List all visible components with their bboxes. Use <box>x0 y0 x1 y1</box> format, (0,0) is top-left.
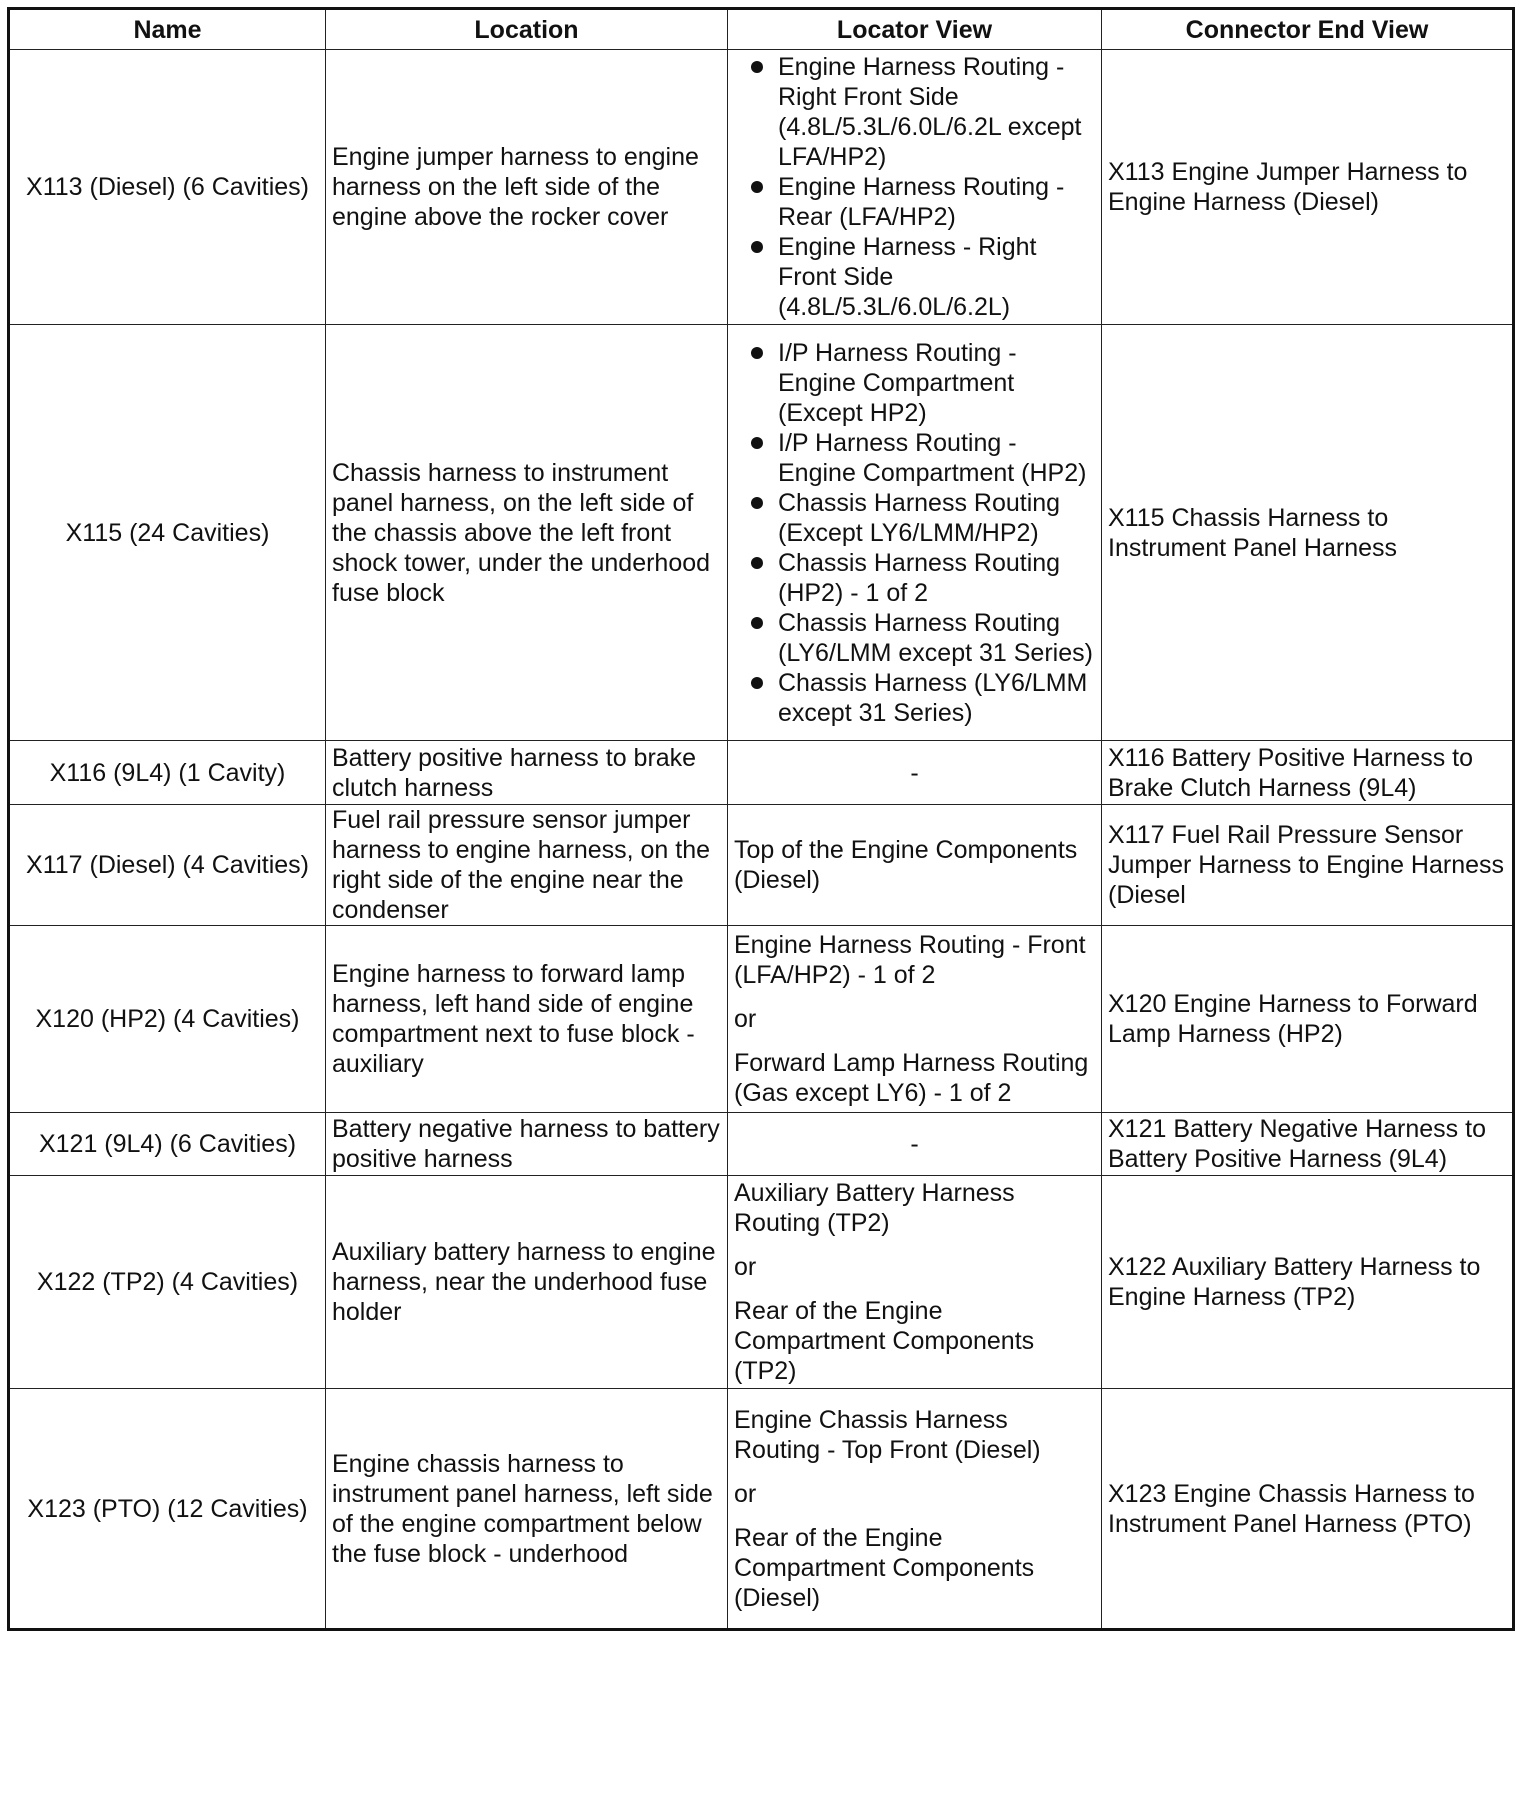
connector-name: X113 (Diesel) (6 Cavities) <box>9 50 326 325</box>
locator-link[interactable]: Engine Harness - Right Front Side (4.8L/5.3L/6.0L/6.2L) <box>734 232 1095 322</box>
connector-location: Chassis harness to instrument panel harness, on the left side of the chassis above the left front shock tower, under the underhood fuse block <box>326 325 728 741</box>
locator-view: - <box>728 741 1102 805</box>
locator-link[interactable]: Engine Harness Routing - Right Front Side (4.8L/5.3L/6.0L/6.2L except LFA/HP2) <box>734 52 1095 172</box>
locator-link[interactable]: Rear of the Engine Compartment Components (Diesel) <box>734 1523 1035 1612</box>
locator-link[interactable]: Engine Chassis Harness Routing - Top Front (Diesel) <box>734 1405 1041 1464</box>
connector-location: Battery positive harness to brake clutch harness <box>326 741 728 805</box>
connector-end-view-link[interactable]: X121 Battery Negative Harness to Battery Positive Harness (9L4) <box>1102 1113 1514 1176</box>
table-row <box>9 1176 1514 1389</box>
locator-link[interactable]: Engine Harness Routing - Rear (LFA/HP2) <box>734 172 1095 232</box>
connector-name: X117 (Diesel) (4 Cavities) <box>9 805 326 926</box>
header-locator-view: Locator View <box>728 9 1102 50</box>
locator-or-text: or <box>734 1253 757 1281</box>
connector-end-view-link[interactable]: X122 Auxiliary Battery Harness to Engine Harness (TP2) <box>1102 1176 1514 1389</box>
locator-view <box>728 926 1102 1113</box>
connector-name: X120 (HP2) (4 Cavities) <box>9 926 326 1113</box>
table-row <box>9 805 1514 926</box>
table-row <box>9 926 1514 1113</box>
connector-name: X116 (9L4) (1 Cavity) <box>9 741 326 805</box>
locator-view <box>728 1389 1102 1630</box>
locator-link[interactable]: Engine Harness Routing - Front (LFA/HP2) - 1 of 2 <box>734 931 1086 989</box>
locator-link[interactable]: I/P Harness Routing - Engine Compartment (Except HP2) <box>734 338 1095 428</box>
connector-end-view-link[interactable]: X113 Engine Jumper Harness to Engine Harness (Diesel) <box>1102 50 1514 325</box>
connector-location: Fuel rail pressure sensor jumper harness to engine harness, on the right side of the engine near the condenser <box>326 805 728 926</box>
header-location: Location <box>326 9 728 50</box>
connector-location: Engine jumper harness to engine harness on the left side of the engine above the rocker cover <box>326 50 728 325</box>
locator-link[interactable]: Chassis Harness (LY6/LMM except 31 Series) <box>734 668 1095 728</box>
connector-name: X121 (9L4) (6 Cavities) <box>9 1113 326 1176</box>
connector-location: Auxiliary battery harness to engine harness, near the underhood fuse holder <box>326 1176 728 1389</box>
locator-bullet-list <box>734 52 1095 322</box>
connector-name: X123 (PTO) (12 Cavities) <box>9 1389 326 1630</box>
table-row <box>9 1113 1514 1176</box>
connector-end-view-link[interactable]: X115 Chassis Harness to Instrument Panel Harness <box>1102 325 1514 741</box>
connector-end-view-link[interactable]: X117 Fuel Rail Pressure Sensor Jumper Harness to Engine Harness (Diesel <box>1102 805 1514 926</box>
connector-table-sheet <box>7 7 1512 1631</box>
connector-location: Battery negative harness to battery positive harness <box>326 1113 728 1176</box>
connector-name: X122 (TP2) (4 Cavities) <box>9 1176 326 1389</box>
locator-link[interactable]: Chassis Harness Routing (Except LY6/LMM/HP2) <box>734 488 1095 548</box>
connector-table <box>7 7 1515 1631</box>
locator-or-text: or <box>734 1005 757 1033</box>
locator-or-text: or <box>734 1479 757 1508</box>
connector-end-view-link[interactable]: X120 Engine Harness to Forward Lamp Harness (HP2) <box>1102 926 1514 1113</box>
locator-view <box>728 50 1102 325</box>
locator-view: - <box>728 1113 1102 1176</box>
connector-name: X115 (24 Cavities) <box>9 325 326 741</box>
locator-bullet-list <box>734 338 1095 728</box>
header-name: Name <box>9 9 326 50</box>
locator-link[interactable]: Rear of the Engine Compartment Components (TP2) <box>734 1297 1035 1385</box>
locator-link[interactable]: Top of the Engine Components (Diesel) <box>728 805 1102 926</box>
table-header-row <box>9 9 1514 50</box>
locator-view <box>728 1176 1102 1389</box>
connector-end-view-link[interactable]: X123 Engine Chassis Harness to Instrument Panel Harness (PTO) <box>1102 1389 1514 1630</box>
table-row <box>9 741 1514 805</box>
table-row <box>9 50 1514 325</box>
locator-link[interactable]: Auxiliary Battery Harness Routing (TP2) <box>734 1179 1015 1237</box>
locator-view <box>728 325 1102 741</box>
header-connector-end-view: Connector End View <box>1102 9 1514 50</box>
locator-link[interactable]: I/P Harness Routing - Engine Compartment (HP2) <box>734 428 1095 488</box>
connector-end-view-link[interactable]: X116 Battery Positive Harness to Brake Clutch Harness (9L4) <box>1102 741 1514 805</box>
locator-link[interactable]: Forward Lamp Harness Routing (Gas except LY6) - 1 of 2 <box>734 1049 1089 1107</box>
table-row <box>9 1389 1514 1630</box>
connector-location: Engine chassis harness to instrument panel harness, left side of the engine compartment below the fuse block - underhood <box>326 1389 728 1630</box>
connector-location: Engine harness to forward lamp harness, left hand side of engine compartment next to fuse block - auxiliary <box>326 926 728 1113</box>
table-row <box>9 325 1514 741</box>
locator-link[interactable]: Chassis Harness Routing (LY6/LMM except 31 Series) <box>734 608 1095 668</box>
locator-link[interactable]: Chassis Harness Routing (HP2) - 1 of 2 <box>734 548 1095 608</box>
